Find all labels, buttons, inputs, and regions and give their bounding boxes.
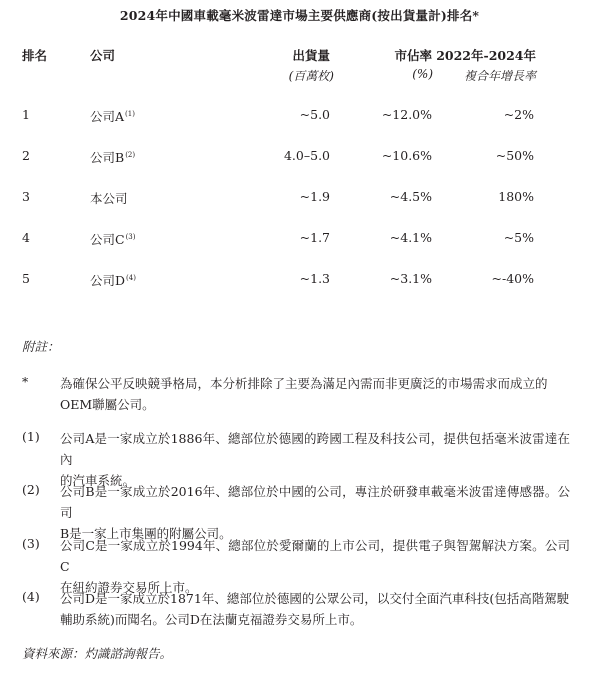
note-line: 公司B是一家成立於2016年、總部位於中國的公司，專注於研發車載毫米波雷達傳感器。公司 bbox=[60, 484, 570, 520]
header-shipment: 出貨量 bbox=[292, 48, 330, 63]
row-company bbox=[90, 107, 135, 125]
row-share: ~12.0% bbox=[381, 107, 432, 122]
table-title: 2024年中國車載毫米波雷達市場主要供應商(按出貨量計)排名* bbox=[119, 8, 480, 23]
row-shipment: ~5.0 bbox=[299, 107, 330, 122]
row-share: ~4.5% bbox=[389, 189, 432, 204]
row-cagr: 180% bbox=[498, 189, 534, 204]
notes-title: 附註： bbox=[22, 339, 60, 354]
company-name: 公司D bbox=[90, 273, 126, 288]
row-cagr: ~-40% bbox=[491, 271, 534, 286]
row-share: ~3.1% bbox=[389, 271, 432, 286]
row-cagr: ~2% bbox=[503, 107, 534, 122]
note-line: 公司A是一家成立於1886年、總部位於德國的跨國工程及科技公司，提供包括毫米波雷達在內 bbox=[60, 431, 570, 467]
row-share: ~4.1% bbox=[389, 230, 432, 245]
company-name: 公司B bbox=[90, 150, 125, 165]
row-shipment: 4.0–5.0 bbox=[283, 148, 330, 163]
header-cagr: 2022年-2024年 bbox=[436, 48, 536, 63]
row-cagr: ~5% bbox=[503, 230, 534, 245]
note-line: 輔助系統)而聞名。公司D在法蘭克福證券交易所上市。 bbox=[60, 612, 363, 627]
row-rank: 5 bbox=[22, 271, 30, 286]
row-company bbox=[90, 230, 136, 248]
note-line: 在紐約證券交易所上市。 bbox=[60, 580, 198, 595]
row-rank: 4 bbox=[22, 230, 30, 245]
note-line: 的汽車系統。 bbox=[60, 473, 136, 488]
row-rank: 2 bbox=[22, 148, 30, 163]
note-mark: (3) bbox=[22, 536, 40, 551]
note-mark: (1) bbox=[22, 429, 40, 444]
row-company bbox=[90, 148, 135, 166]
row-rank: 1 bbox=[22, 107, 30, 122]
note-line: 為確保公平反映競爭格局，本分析排除了主要為滿足內需而非更廣泛的市場需求而成立的 bbox=[60, 376, 548, 391]
footnote-ref: (4) bbox=[126, 274, 136, 282]
source-note: 資料來源：灼識諮詢報告。 bbox=[22, 646, 173, 661]
row-shipment: ~1.7 bbox=[299, 230, 330, 245]
company-name: 公司C bbox=[90, 232, 125, 247]
company-name: 本公司 bbox=[90, 191, 128, 206]
header-cagr-sub: 複合年增長率 bbox=[463, 69, 536, 83]
header-company: 公司 bbox=[90, 48, 116, 63]
footnote-ref: (2) bbox=[125, 151, 136, 159]
row-rank: 3 bbox=[22, 189, 30, 204]
note-mark: * bbox=[22, 374, 29, 389]
header-rank: 排名 bbox=[22, 48, 48, 63]
note-line: B是一家上市集團的附屬公司。 bbox=[60, 526, 232, 541]
row-company bbox=[90, 271, 136, 289]
row-share: ~10.6% bbox=[381, 148, 432, 163]
footnote-ref: (3) bbox=[125, 233, 136, 241]
note-text bbox=[60, 373, 570, 415]
note-mark: (2) bbox=[22, 482, 40, 497]
row-cagr: ~50% bbox=[495, 148, 534, 163]
row-company bbox=[90, 189, 128, 207]
company-name: 公司A bbox=[90, 109, 125, 124]
row-shipment: ~1.3 bbox=[299, 271, 330, 286]
note-mark: (4) bbox=[22, 589, 40, 604]
note-line: 公司D是一家成立於1871年、總部位於德國的公眾公司，以交付全面汽車科技(包括高階駕駛 bbox=[60, 591, 570, 606]
header-share-unit: (%) bbox=[412, 67, 433, 81]
note-text bbox=[60, 588, 570, 630]
header-share: 市佔率 bbox=[394, 48, 432, 63]
footnote-ref: (1) bbox=[125, 110, 135, 118]
row-shipment: ~1.9 bbox=[299, 189, 330, 204]
note-line: 公司C是一家成立於1994年、總部位於愛爾蘭的上市公司，提供電子與智駕解決方案。公司C bbox=[60, 538, 570, 574]
header-shipment-unit: (百萬枚) bbox=[288, 69, 334, 83]
note-line: OEM聯屬公司。 bbox=[60, 397, 155, 412]
